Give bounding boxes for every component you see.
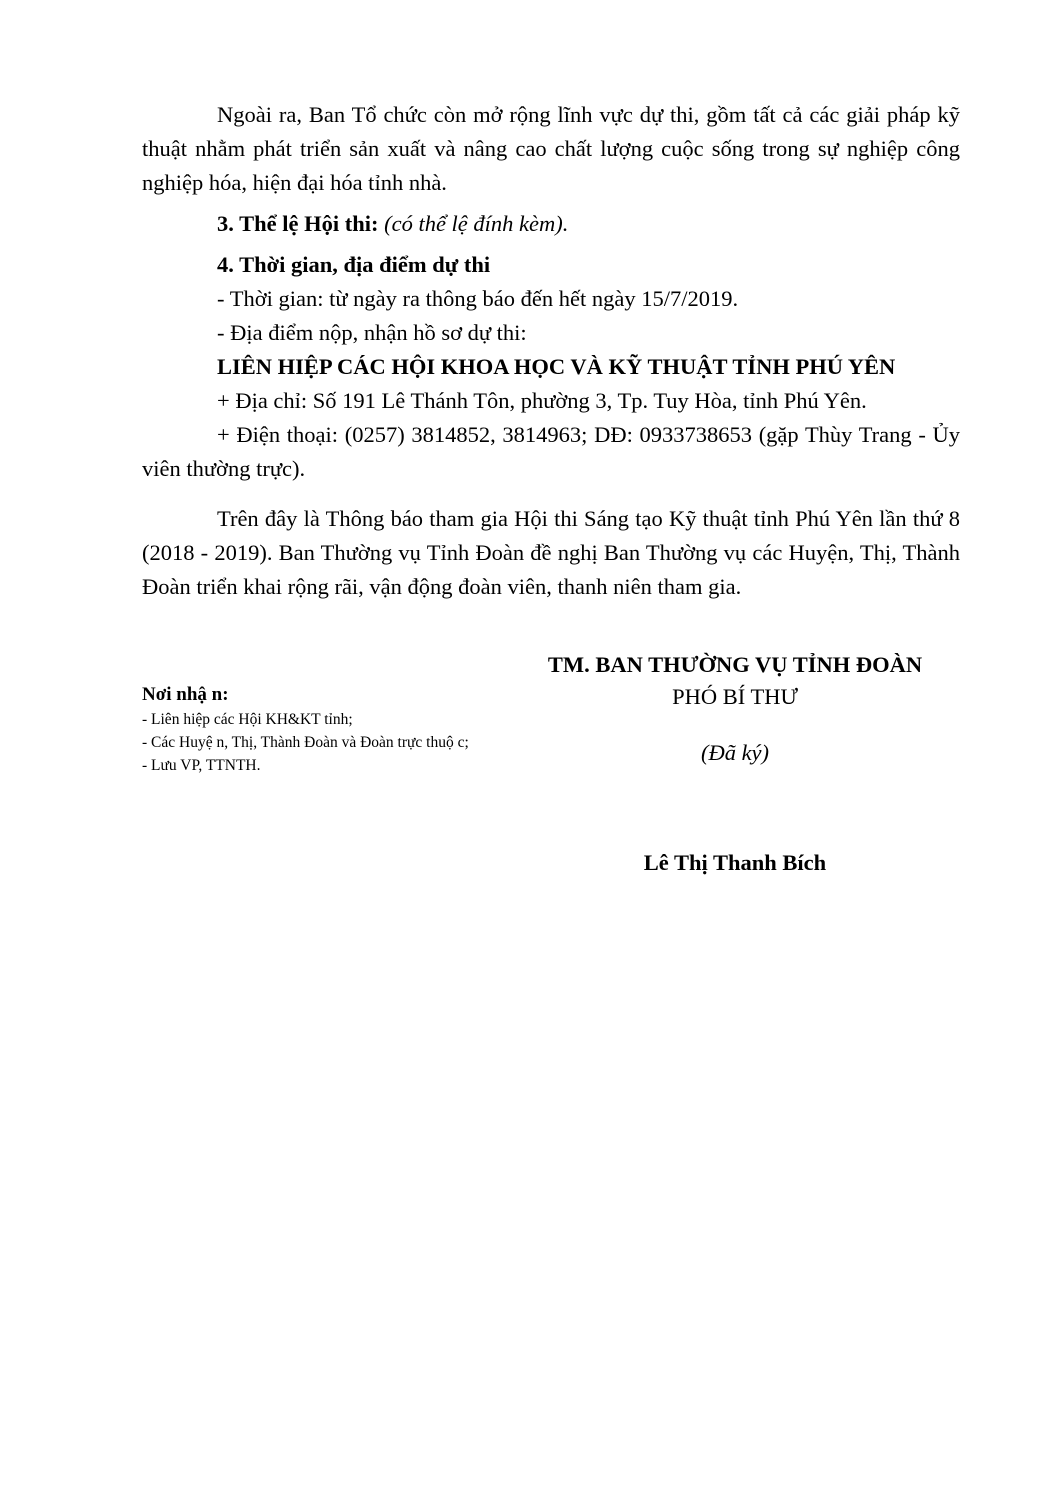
recipient-item: - Các Huyệ n, Thị, Thành Đoàn và Đoàn trực thuộ c; (142, 734, 469, 751)
recipient-item: - Lưu VP, TTNTH. (142, 757, 261, 774)
document-body (142, 98, 960, 604)
recipient-item: - Liên hiệp các Hội KH&KT tỉnh; (142, 711, 353, 728)
signer-name: Lê Thị Thanh Bích (643, 850, 827, 875)
recipients-heading: Nơi nhậ n: (142, 684, 229, 705)
time-line: - Thời gian: từ ngày ra thông báo đến hết ngày 15/7/2019. (217, 286, 739, 311)
scope-paragraph: Ngoài ra, Ban Tổ chức còn mở rộng lĩnh vực dự thi, gồm tất cả các giải pháp kỹ thuật nhằm phát triển sản xuất và nâng cao chất lượng cuộc sống trong sự nghiệp công nghiệp hóa, hiện đại hóa tỉnh nhà. (142, 102, 960, 195)
signature-title: PHÓ BÍ THƯ (672, 684, 798, 709)
signature-organization: TM. BAN THƯỜNG VỤ TỈNH ĐOÀN (547, 652, 923, 677)
rules-heading: 3. Thể lệ Hội thi: (217, 211, 379, 236)
signature-block (500, 648, 970, 878)
signature-status: (Đã ký) (700, 740, 770, 765)
address-line: + Địa chỉ: Số 191 Lê Thánh Tôn, phường 3, Tp. Tuy Hòa, tỉnh Phú Yên. (217, 388, 867, 413)
phone-line: + Điện thoại: (0257) 3814852, 3814963; DĐ: 0933738653 (gặp Thùy Trang - Ủy viên thường trực). (142, 422, 960, 481)
place-line: - Địa điểm nộp, nhận hồ sơ dự thi: (217, 320, 527, 345)
closing-paragraph: Trên đây là Thông báo tham gia Hội thi Sáng tạo Kỹ thuật tỉnh Phú Yên lần thứ 8 (2018 - 2019). Ban Thường vụ Tỉnh Đoàn đề nghị Ban Thường vụ các Huyện, Thị, Thành Đoàn triển khai rộng rãi, vận động đoàn viên, thanh niên tham gia. (142, 506, 960, 599)
recipients-block (142, 682, 492, 777)
time-place-heading: 4. Thời gian, địa điểm dự thi (217, 252, 491, 277)
recipients-list (142, 708, 492, 777)
rules-note: (có thể lệ đính kèm). (384, 211, 569, 236)
organization-name: LIÊN HIỆP CÁC HỘI KHOA HỌC VÀ KỸ THUẬT TỈNH PHÚ YÊN (217, 354, 896, 379)
rules-line (142, 207, 960, 241)
